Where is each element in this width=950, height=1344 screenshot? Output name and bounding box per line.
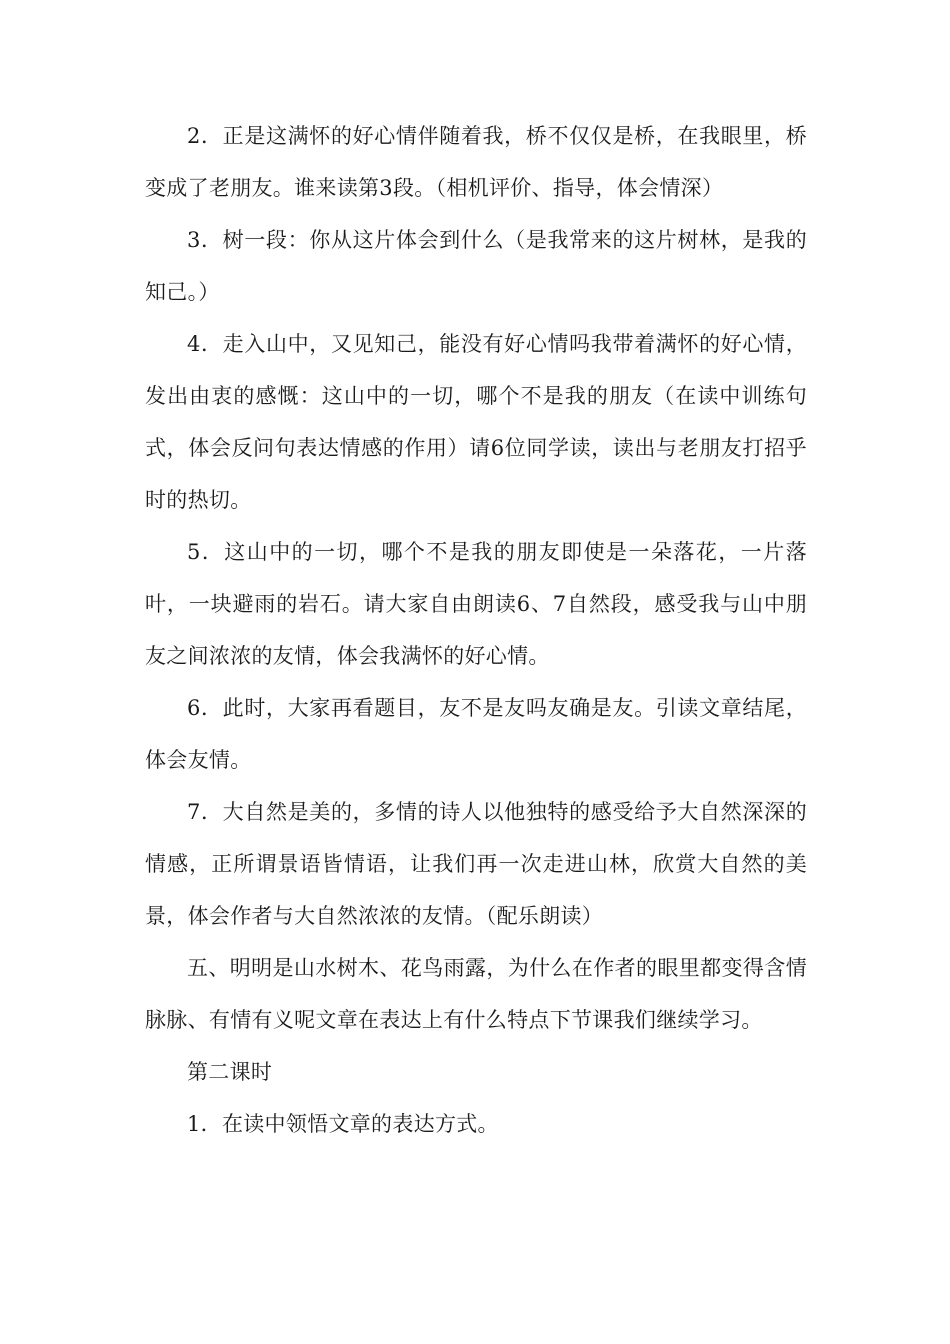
paragraph-6-title: 6．此时，大家再看题目，友不是友吗友确是友。引读文章结尾，体会友情。: [145, 696, 807, 772]
paragraph-second-lesson-1: 1．在读中领悟文章的表达方式。: [187, 1112, 499, 1136]
paragraph-4-mountain: 4．走入山中，又见知己，能没有好心情吗我带着满怀的好心情，发出由衷的感慨：这山中的一切，哪个不是我的朋友（在读中训练句式，体会反问句表达情感的作用）请6位同学读，读出与老朋友打招乎时的热切。: [145, 332, 807, 512]
paragraph-5-friends: 5．这山中的一切，哪个不是我的朋友即使是一朵落花，一片落叶，一块避雨的岩石。请大家自由朗读6、7自然段，感受我与山中朋友之间浓浓的友情，体会我满怀的好心情。: [145, 540, 807, 668]
paragraph-section-five: 五、明明是山水树木、花鸟雨露，为什么在作者的眼里都变得含情脉脉、有情有义呢文章在表达上有什么特点下节课我们继续学习。: [145, 956, 807, 1032]
paragraph-3-forest: 3．树一段：你从这片体会到什么（是我常来的这片树林，是我的知己。）: [145, 228, 807, 304]
document-page: [145, 110, 807, 1150]
section-heading-second-lesson: 第二课时: [187, 1060, 273, 1084]
paragraph-2-bridge: 2．正是这满怀的好心情伴随着我，桥不仅仅是桥，在我眼里，桥变成了老朋友。谁来读第3段。（相机评价、指导，体会情深）: [145, 124, 807, 200]
paragraph-7-nature: 7．大自然是美的，多情的诗人以他独特的感受给予大自然深深的情感，正所谓景语皆情语，让我们再一次走进山林，欣赏大自然的美景，体会作者与大自然浓浓的友情。（配乐朗读）: [145, 800, 807, 928]
